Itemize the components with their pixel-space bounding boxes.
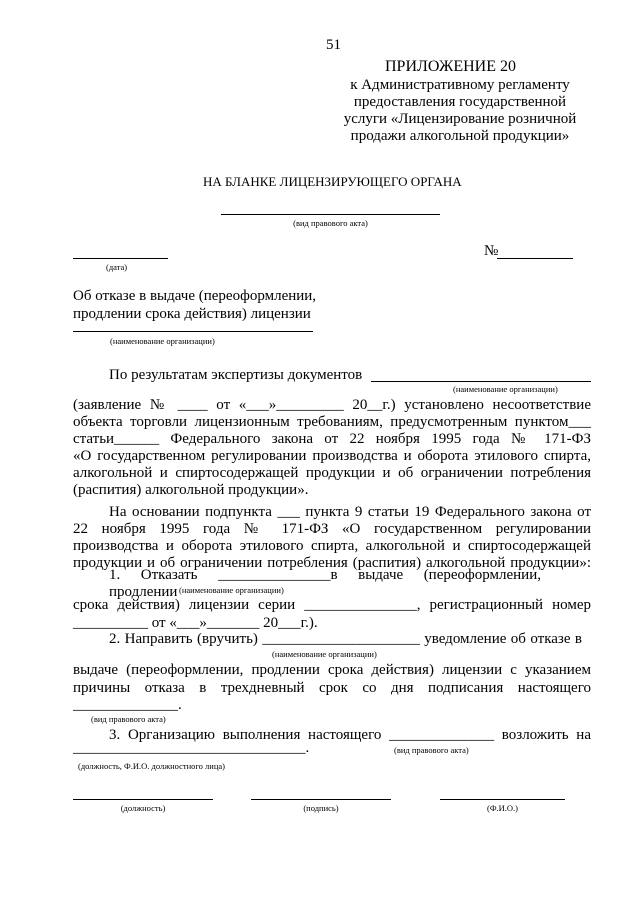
p1-caption: (наименование организации) xyxy=(453,384,558,394)
item1-line: срока действия) лицензии серии _______________, регистрационный номер xyxy=(73,597,591,613)
subject-line: Об отказе в выдаче (переоформлении, xyxy=(73,288,317,304)
number-line xyxy=(497,258,573,259)
p2-text-line: производства и оборота этилового спирта, алкогольной и спиртосодержащей xyxy=(73,538,591,554)
signature-sign-caption: (подпись) xyxy=(303,803,339,813)
appendix-line: к Административному регламенту xyxy=(350,77,570,93)
item1-line: 1. Отказать _______________в выдаче (переоформлении, продлении xyxy=(109,567,541,600)
item2-caption: (наименование организации) xyxy=(272,649,377,659)
p1-text-line: «О государственном регулировании производства и оборота этилового спирта, xyxy=(73,448,591,464)
item3-line: 3. Организацию выполнения настоящего ______________ возложить на xyxy=(109,727,591,743)
p1-org-line xyxy=(371,381,591,382)
act-type-line xyxy=(221,214,440,215)
page-number: 51 xyxy=(326,37,341,53)
appendix-line: предоставления государственной xyxy=(353,94,567,110)
item2-caption-act: (вид правового акта) xyxy=(91,714,166,724)
appendix-line: продажи алкогольной продукции» xyxy=(350,128,570,144)
item3-caption-act: (вид правового акта) xyxy=(394,745,469,755)
p1-text-line: статьи______ Федерального закона от 22 ноября 1995 года № 171-ФЗ xyxy=(73,431,591,447)
org-name-caption: (наименование организации) xyxy=(110,336,215,346)
number-label: № xyxy=(484,243,499,259)
signature-position-caption: (должность) xyxy=(120,803,166,813)
item2-line: выдаче (переоформлении, продлении срока действия) лицензии с указанием xyxy=(73,662,591,678)
item1-caption: (наименование организации) xyxy=(179,585,284,595)
p2-text-line: 22 ноября 1995 года № 171-ФЗ «О государственном регулировании xyxy=(73,521,591,537)
item1-line: __________ от «___»_______ 20___г.). xyxy=(73,615,318,631)
date-line xyxy=(73,258,168,259)
signature-fio-line xyxy=(440,799,565,800)
date-caption: (дата) xyxy=(106,262,128,272)
act-type-caption: (вид правового акта) xyxy=(293,218,368,228)
item3-line: _______________________________. xyxy=(73,740,310,756)
p2-text-line: На основании подпункта ___ пункта 9 статьи 19 Федерального закона от xyxy=(109,504,591,520)
signature-fio-caption: (Ф.И.О.) xyxy=(486,803,519,813)
blank-heading: НА БЛАНКЕ ЛИЦЕНЗИРУЮЩЕГО ОРГАНА xyxy=(203,174,462,189)
org-name-line xyxy=(73,331,313,332)
item2-line: ______________. xyxy=(73,697,182,713)
item2-line: 2. Направить (вручить) _____________________ уведомление об отказе в xyxy=(109,631,582,647)
p1-text-line: (заявление № ____ от «___»_________ 20__г.) установлено несоответствие xyxy=(73,397,591,413)
p2-text-line: продукции и об ограничении потребления (распития) алкогольной продукции»: xyxy=(73,555,591,571)
p1-text-line: объекта торговли лицензионным требованиям, предусмотренным пунктом___ xyxy=(73,414,591,430)
appendix-line: услуги «Лицензирование розничной xyxy=(343,111,577,127)
p1-text-line: (распития) алкогольной продукции». xyxy=(73,482,309,498)
signature-sign-line xyxy=(251,799,391,800)
appendix-title: ПРИЛОЖЕНИЕ 20 xyxy=(385,58,517,75)
p1-start: По результатам экспертизы документов xyxy=(109,367,363,383)
item3-caption: (должность, Ф.И.О. должностного лица) xyxy=(78,761,225,771)
item2-line: причины отказа в трехдневный срок со дня подписания настоящего xyxy=(73,680,591,696)
subject-line: продлении срока действия) лицензии xyxy=(73,306,311,322)
signature-position-line xyxy=(73,799,213,800)
p1-text-line: алкогольной и спиртосодержащей продукции и об ограничении потребления xyxy=(73,465,591,481)
